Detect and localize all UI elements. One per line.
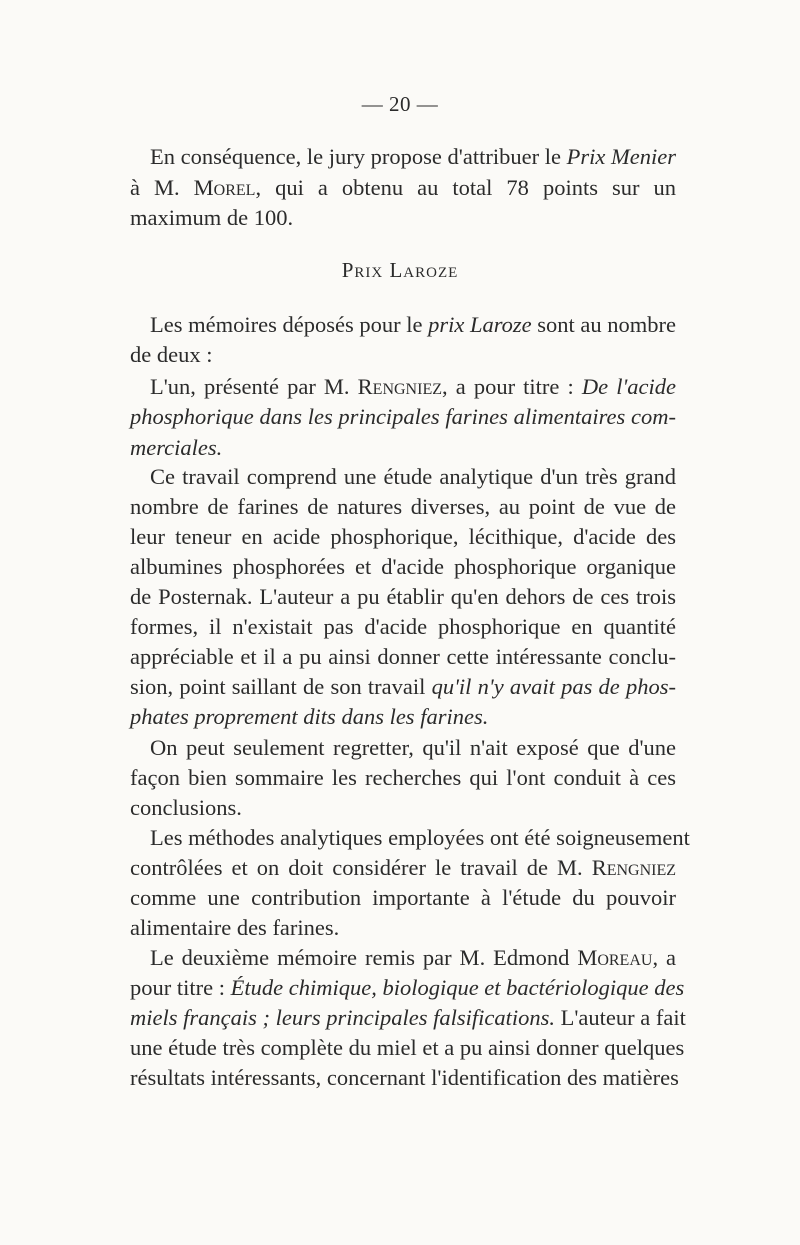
text-line: à M. Morel, qui a obtenu au total 78 points sur un — [130, 175, 676, 200]
page-number: — 20 — — [361, 92, 439, 116]
text-line: On peut seulement regretter, qu'il n'ait exposé que d'une — [150, 735, 676, 760]
text-line: phosphorique dans les principales farines alimentaires com- — [130, 404, 676, 429]
text-line: L'un, présenté par M. Rengniez, a pour titre : De l'acide — [150, 374, 677, 399]
section-heading: Prix Laroze — [341, 258, 459, 282]
text-line: sion, point saillant de son travail qu'il n'y avait pas de phos- — [130, 674, 677, 699]
text-line: conclusions. — [130, 795, 242, 820]
text-line: Les méthodes analytiques employées ont été soigneusement — [150, 825, 690, 850]
text-line: façon bien sommaire les recherches qui l'ont conduit à ces — [130, 765, 676, 790]
text-line: phates proprement dits dans les farines. — [130, 704, 489, 729]
text-line: albumines phosphorées et d'acide phosphorique organique — [130, 554, 676, 579]
text-line: une étude très complète du miel et a pu ainsi donner quelques — [130, 1035, 685, 1060]
text-line: leur teneur en acide phosphorique, lécithique, d'acide des — [130, 524, 676, 549]
text-line: nombre de farines de natures diverses, au point de vue de — [130, 494, 676, 519]
text-line: Les mémoires déposés pour le prix Laroze sont au nombre — [150, 312, 677, 337]
text-line: miels français ; leurs principales falsifications. L'auteur a fait — [130, 1005, 686, 1030]
text-line: Le deuxième mémoire remis par M. Edmond Moreau, a — [150, 945, 676, 970]
text-line: maximum de 100. — [130, 205, 294, 230]
text-line: formes, il n'existait pas d'acide phosphorique en quantité — [130, 614, 676, 639]
text-line: En conséquence, le jury propose d'attribuer le Prix Menier — [150, 144, 676, 169]
text-line: de Posternak. L'auteur a pu établir qu'en dehors de ces trois — [130, 584, 676, 609]
text-line: alimentaire des farines. — [130, 915, 340, 940]
text-line: contrôlées et on doit considérer le travail de M. Rengniez — [130, 855, 677, 880]
text-line: merciales. — [130, 435, 223, 460]
text-line: résultats intéressants, concernant l'identification des matières — [130, 1065, 679, 1090]
text-line: de deux : — [130, 342, 213, 367]
text-line: Ce travail comprend une étude analytique d'un très grand — [150, 464, 676, 489]
text-line: pour titre : Étude chimique, biologique et bactériologique des — [130, 975, 685, 1000]
text-line: appréciable et il a pu ainsi donner cette intéressante conclu- — [130, 644, 676, 669]
text-line: comme une contribution importante à l'étude du pouvoir — [130, 885, 676, 910]
